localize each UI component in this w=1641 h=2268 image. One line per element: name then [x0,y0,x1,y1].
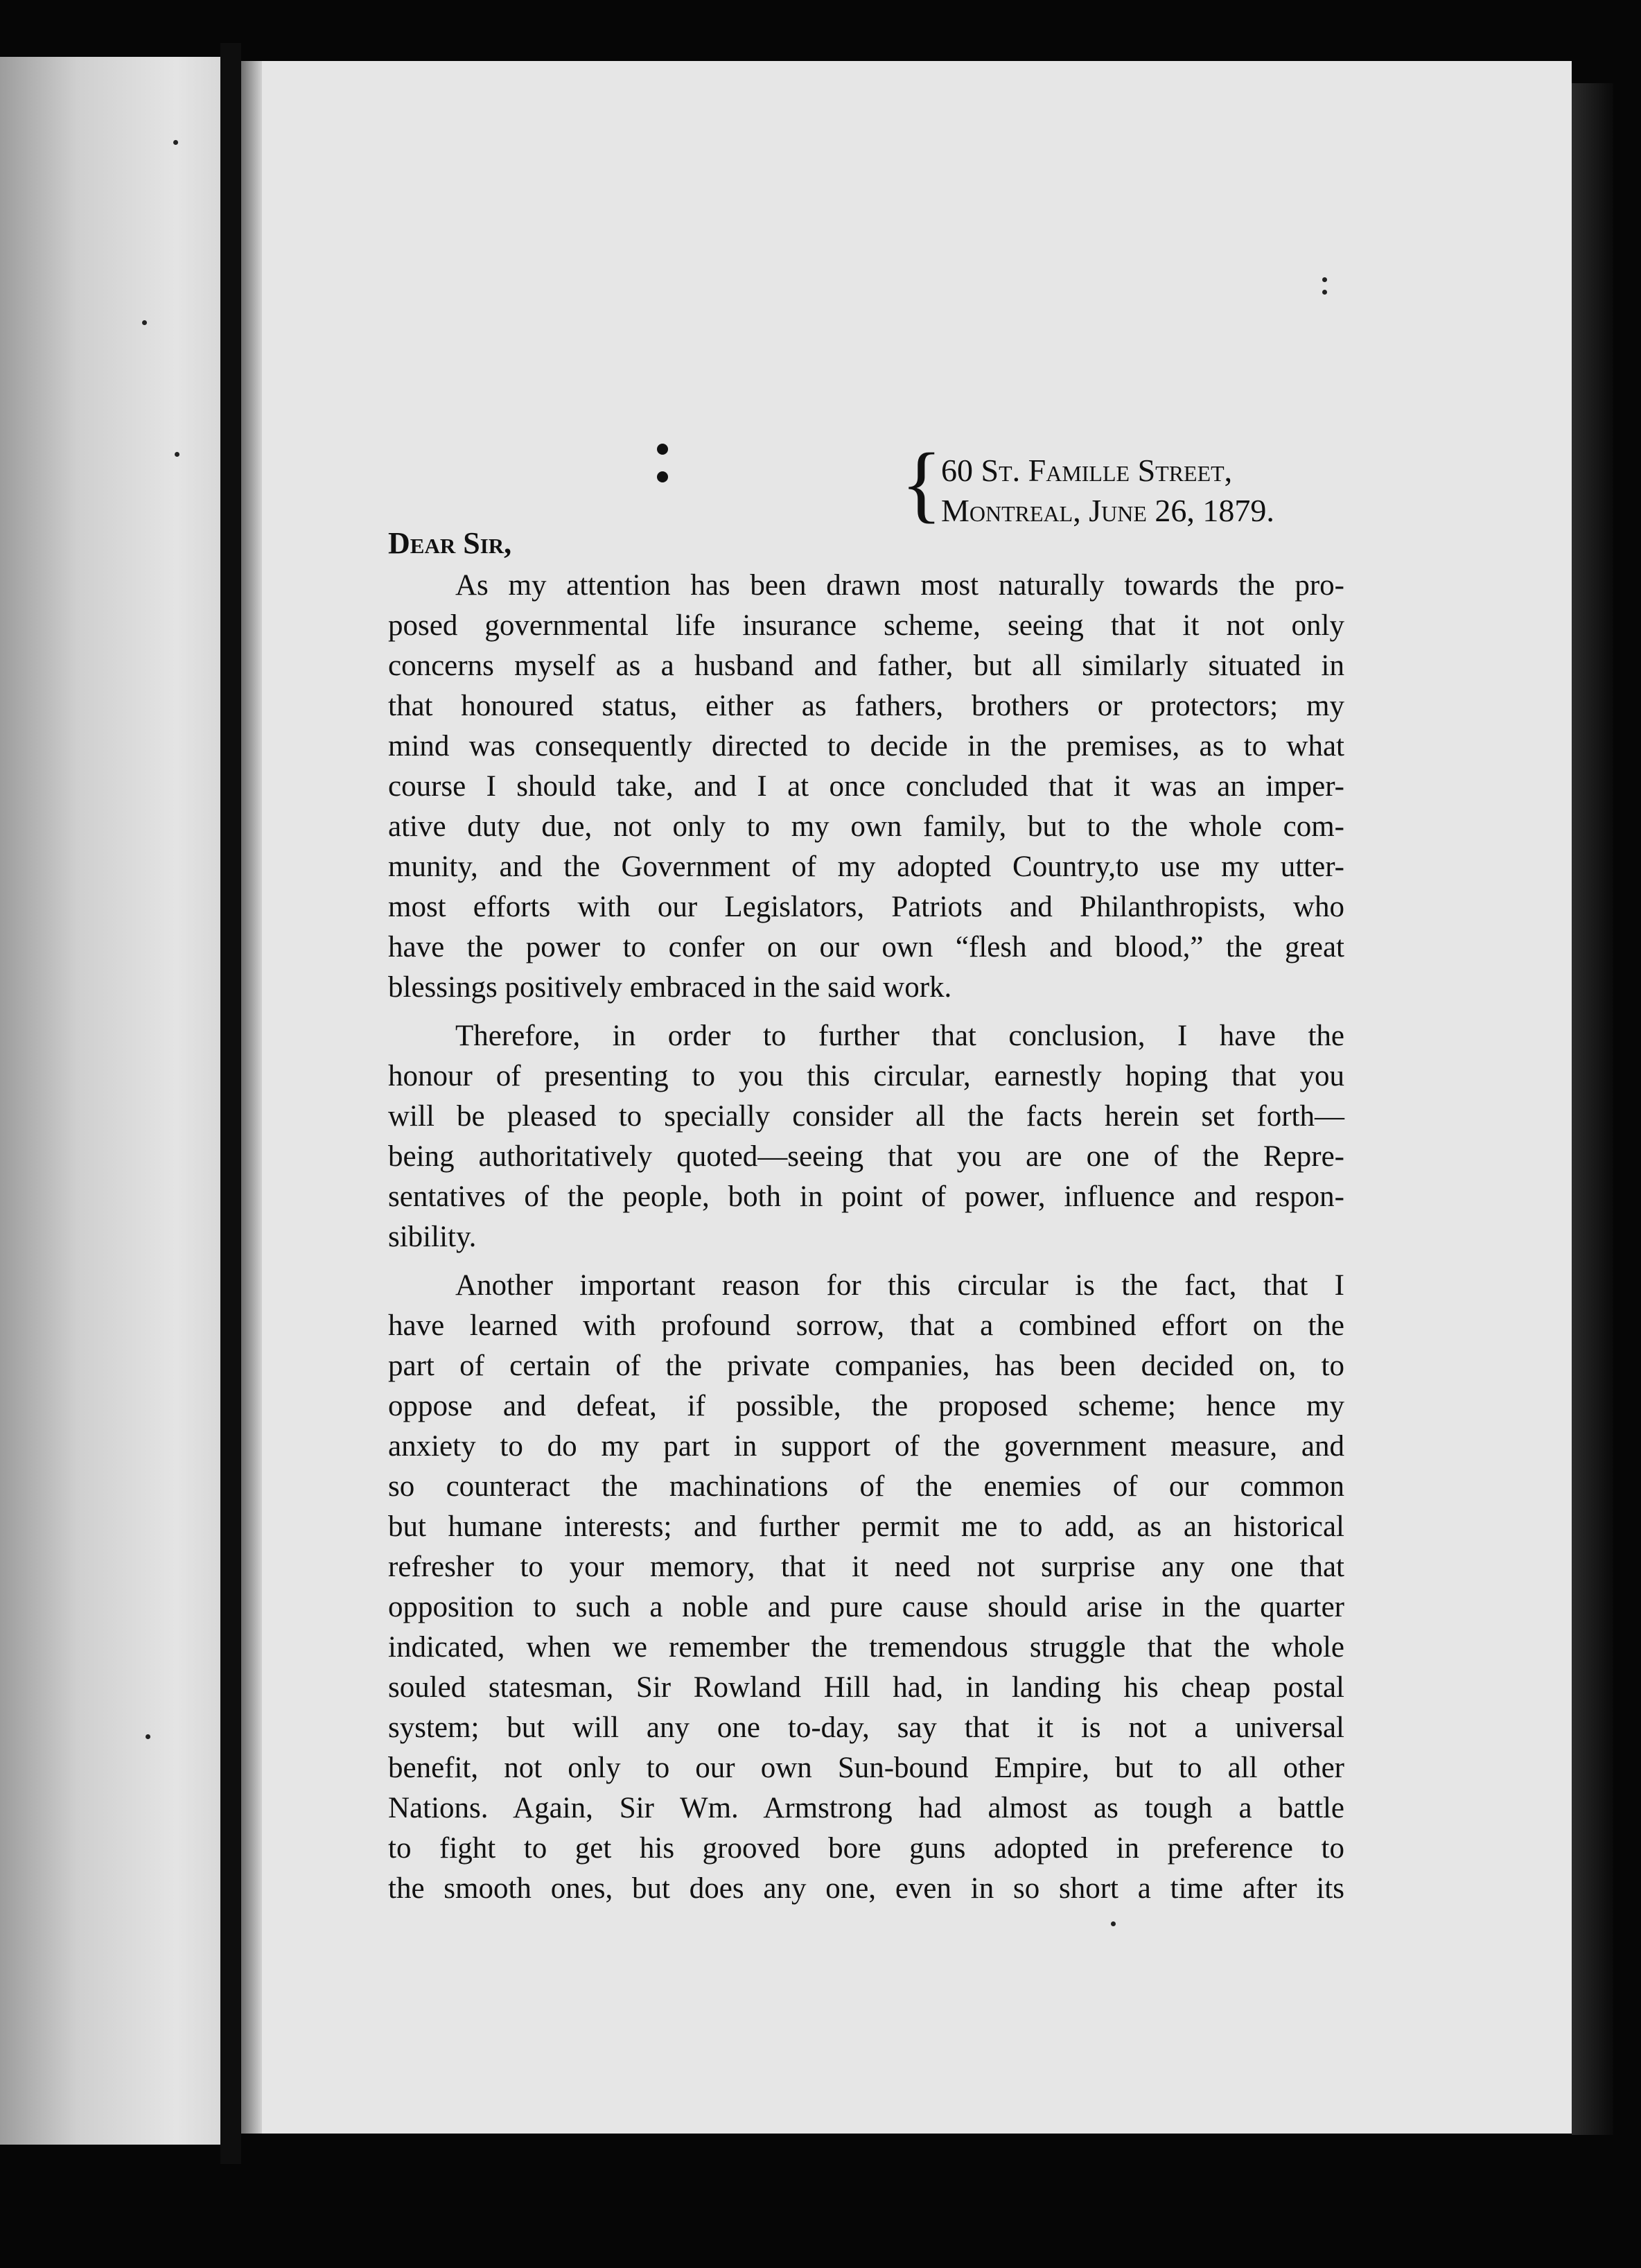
body-line: mind was consequently directed to decide in the premises, as to what [388,730,1344,762]
body-line: have learned with profound sorrow, that a combined effort on the [388,1309,1344,1342]
body-line: souled statesman, Sir Rowland Hill had, in landing his cheap postal [388,1671,1344,1704]
body-line: Therefore, in order to further that conclusion, I have the [455,1020,1344,1052]
body-line: Another important reason for this circular is the fact, that I [455,1269,1344,1302]
body-line: course I should take, and I at once concluded that it was an imper- [388,770,1344,803]
body-line: indicated, when we remember the tremendous struggle that the whole [388,1631,1344,1664]
body-line: ative duty due, not only to my own family, but to the whole com- [388,810,1344,843]
ink-speck [1322,277,1327,282]
ink-speck [175,452,179,457]
body-line: opposition to such a noble and pure cause should arise in the quarter [388,1591,1344,1623]
salutation: Dear Sir, [388,526,512,560]
book-gutter [220,43,241,2164]
ink-speck [146,1734,150,1739]
body-line: As my attention has been drawn most naturally towards the pro- [455,569,1344,602]
left-page-edge [0,57,220,2145]
curly-brace-ornament: { [901,436,942,531]
body-line: sibility. [388,1221,477,1253]
right-page-edge [1572,83,1613,2135]
body-line: will be pleased to specially consider all the facts herein set forth— [388,1100,1344,1133]
body-line: part of certain of the private companies, has been decided on, to [388,1350,1344,1382]
body-line: system; but will any one to-day, say that it is not a universal [388,1711,1344,1744]
body-line: blessings positively embraced in the said work. [388,971,952,1004]
ornament-dot [657,444,668,455]
ink-speck [1111,1921,1116,1926]
body-line: oppose and defeat, if possible, the proposed scheme; hence my [388,1390,1344,1422]
body-line: the smooth ones, but does any one, even in so short a time after its [388,1872,1344,1905]
address-line-1: 60 St. Famille Street, [941,453,1233,488]
body-line: honour of presenting to you this circular, earnestly hoping that you [388,1060,1344,1092]
ink-speck [142,320,147,325]
body-line: but humane interests; and further permit me to add, as an historical [388,1510,1344,1543]
body-line: have the power to confer on our own “flesh and blood,” the great [388,931,1344,963]
body-line: posed governmental life insurance scheme, seeing that it not only [388,609,1344,642]
body-line: so counteract the machinations of the enemies of our common [388,1470,1344,1503]
body-line: that honoured status, either as fathers, brothers or protectors; my [388,690,1344,722]
body-line: anxiety to do my part in support of the government measure, and [388,1430,1344,1463]
body-line: refresher to your memory, that it need not surprise any one that [388,1551,1344,1583]
body-line: sentatives of the people, both in point of power, influence and respon- [388,1180,1344,1213]
gutter-shadow [241,61,262,2134]
ornament-dots [657,444,671,499]
ink-speck [173,140,178,145]
body-line: to fight to get his grooved bore guns adopted in preference to [388,1832,1344,1865]
body-line: being authoritatively quoted—seeing that you are one of the Repre- [388,1140,1344,1173]
address-line-2-date: Montreal, June 26, 1879. [941,493,1274,528]
body-line: Nations. Again, Sir Wm. Armstrong had almost as tough a battle [388,1792,1344,1824]
letter-address-block [901,436,1344,534]
body-line: benefit, not only to our own Sun-bound Empire, but to all other [388,1752,1344,1784]
body-line: concerns myself as a husband and father, but all similarly situated in [388,649,1344,682]
ink-speck [1322,290,1327,295]
body-line: munity, and the Government of my adopted Country,to use my utter- [388,850,1344,883]
ornament-dot [657,471,668,482]
body-line: most efforts with our Legislators, Patriots and Philanthropists, who [388,891,1344,923]
